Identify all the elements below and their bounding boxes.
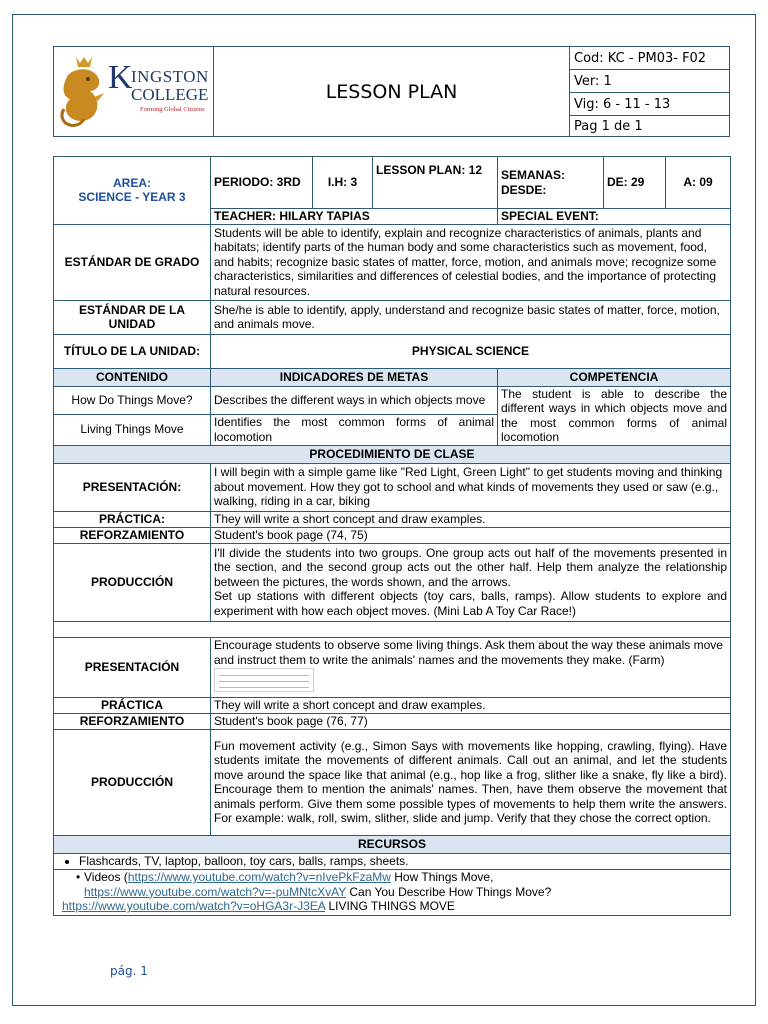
produccion-text: [211, 543, 731, 621]
logo-cell: [54, 47, 214, 137]
semanas-label: SEMANAS:: [501, 168, 566, 182]
desde-label: DESDE:: [501, 182, 547, 197]
intensidad-horaria: I.H: 3: [313, 157, 373, 209]
logo-tagline: Forming Global Citizens: [140, 106, 205, 113]
area-cell: [54, 157, 211, 225]
estandar-grado-text: Students will be able to identify, explain and recognize characteristics of animals, plants and habitats; identify parts of the human body and some characteristics such as movement, food, and habits; recognize basic states of matter, force, motion, and animals move; recognize some characteristics, similarities and differences of celestial bodies, and the importance of protecting natural resources.: [211, 224, 731, 300]
a-date: A: 09: [666, 157, 731, 209]
area-value: SCIENCE - YEAR 3: [78, 190, 186, 205]
titulo-unidad-value: PHYSICAL SCIENCE: [211, 334, 731, 368]
procedimiento-heading: PROCEDIMIENTO DE CLASE: [54, 445, 731, 463]
practica-text: They will write a short concept and draw examples.: [211, 511, 731, 527]
indicador-item: Describes the different ways in which objects move: [211, 386, 498, 414]
doc-code: Cod: KC - PM03- F02: [570, 47, 730, 70]
col-contenido: CONTENIDO: [54, 368, 211, 386]
logo-word-kingston: INGSTON: [131, 67, 209, 86]
video-title: LIVING THINGS MOVE: [325, 899, 455, 914]
practica-label: PRÁCTICA: [54, 697, 211, 713]
logo-word-college: COLLEGE: [131, 85, 209, 104]
document-title: LESSON PLAN: [214, 47, 570, 137]
produccion-paragraph: I'll divide the students into two groups. One group acts out half of the movements presented in the section, and the second group acts out the other half. Help them analyze the relationship between the pictures, the words shown, and the arrows.: [214, 545, 727, 589]
de-date: DE: 29: [604, 157, 666, 209]
presentacion-text-cell: [211, 637, 731, 697]
titulo-unidad-label: TÍTULO DE LA UNIDAD:: [54, 334, 211, 368]
logo-letter-k: K: [108, 59, 133, 96]
area-label: AREA:: [113, 175, 151, 190]
worksheet-thumbnail: [214, 668, 314, 692]
video-link-describe-movement[interactable]: https://www.youtube.com/watch?v=-puMNtcXvAY: [84, 884, 347, 899]
presentacion-label: PRESENTACIÓN: [54, 637, 211, 697]
produccion-label: PRODUCCIÓN: [54, 729, 211, 835]
contenido-item: How Do Things Move?: [54, 386, 211, 414]
videos-prefix: Videos (: [84, 870, 128, 885]
doc-version: Ver: 1: [570, 70, 730, 93]
produccion-text: Fun movement activity (e.g., Simon Says with movements like hopping, crawling, flying). Have students imitate the movements of different animals. Call out an animal, and let the students move around the space like that animal (e.g., hop like a frog, slither like a snake, fly like a bird). Encourage them to mention the animals' names. Then, have them observe the movement that animals perform. Give them some possible types of movements to help them write the answers. For example: walk, roll, swim, slither, slide and jump. Verify that they chose the correct option.: [211, 729, 731, 835]
reforzamiento-label: REFORZAMIENTO: [54, 527, 211, 543]
spacer-row: [54, 621, 731, 637]
presentacion-text: I will begin with a simple game like "Red Light, Green Light" to get students moving and thinking about movement. How they got to school and what kinds of movements they used or saw (e.g., walking, riding in a car, biking: [211, 463, 731, 511]
produccion-paragraph: Set up stations with different objects (toy cars, balls, ramps). Allow students to explore and experiment with how each object moves. (Mini Lab A Toy Car Race!): [214, 589, 727, 618]
lesson-plan-table: [53, 156, 731, 916]
kingston-college-logo: [58, 51, 210, 133]
col-competencia: COMPETENCIA: [498, 368, 731, 386]
competencia-text: The student is able to describe the different ways in which objects move and the most common forms of animal locomotion: [498, 386, 731, 445]
semanas-desde: [498, 157, 604, 209]
presentacion-label: PRESENTACIÓN:: [54, 463, 211, 511]
produccion-label: PRODUCCIÓN: [54, 543, 211, 621]
video-link-how-things-move[interactable]: https://www.youtube.com/watch?v=nIvePkFzaMw: [127, 870, 391, 885]
estandar-unidad-text: She/he is able to identify, apply, understand and recognize basic states of matter, force, motion, and animals move.: [211, 300, 731, 334]
reforzamiento-text: Student's book page (74, 75): [211, 527, 731, 543]
teacher: TEACHER: HILARY TAPIAS: [211, 209, 498, 225]
special-event: SPECIAL EVENT:: [498, 209, 731, 225]
recursos-videos-cell: • Videos (https://www.youtube.com/watch?v=nIvePkFzaMw How Things Move, https://www.youtube.com/watch?v=-puMNtcXvAY Can You Describe How Things Move? https://www.youtube.com/watch?v=oHGA3r-J3EA LIVING THINGS MOVE: [54, 869, 731, 915]
periodo: PERIODO: 3RD: [211, 157, 313, 209]
presentacion-text: Encourage students to observe some living things. Ask them about the way these animals move and instruct them to write the animals' names and the movements they make. (Farm): [214, 638, 723, 667]
document-header: [53, 46, 730, 137]
reforzamiento-label: REFORZAMIENTO: [54, 713, 211, 729]
recursos-heading: RECURSOS: [54, 835, 731, 853]
indicador-item: Identifies the most common forms of animal locomotion: [211, 414, 498, 445]
estandar-grado-label: ESTÁNDAR DE GRADO: [54, 224, 211, 300]
contenido-item: Living Things Move: [54, 414, 211, 445]
practica-text: They will write a short concept and draw examples.: [211, 697, 731, 713]
recursos-materials-cell: [54, 853, 731, 869]
estandar-unidad-label: ESTÁNDAR DE LA UNIDAD: [54, 300, 211, 334]
doc-validity: Vig: 6 - 11 - 13: [570, 93, 730, 116]
video-title: How Things Move,: [390, 870, 494, 885]
lesson-plan-number: LESSON PLAN: 12: [373, 157, 498, 209]
practica-label: PRÁCTICA:: [54, 511, 211, 527]
lion-crest-icon: [58, 53, 108, 131]
reforzamiento-text: Student's book page (76, 77): [211, 713, 731, 729]
doc-page: Pag 1 de 1: [570, 116, 730, 137]
page-number: pág. 1: [110, 964, 148, 978]
video-title: Can You Describe How Things Move?: [346, 884, 552, 899]
recursos-materials: • Flashcards, TV, laptop, balloon, toy cars, balls, ramps, sheets.: [79, 854, 727, 869]
video-link-living-things-move[interactable]: https://www.youtube.com/watch?v=oHGA3r-J3EA: [62, 899, 326, 914]
col-indicadores: INDICADORES DE METAS: [211, 368, 498, 386]
